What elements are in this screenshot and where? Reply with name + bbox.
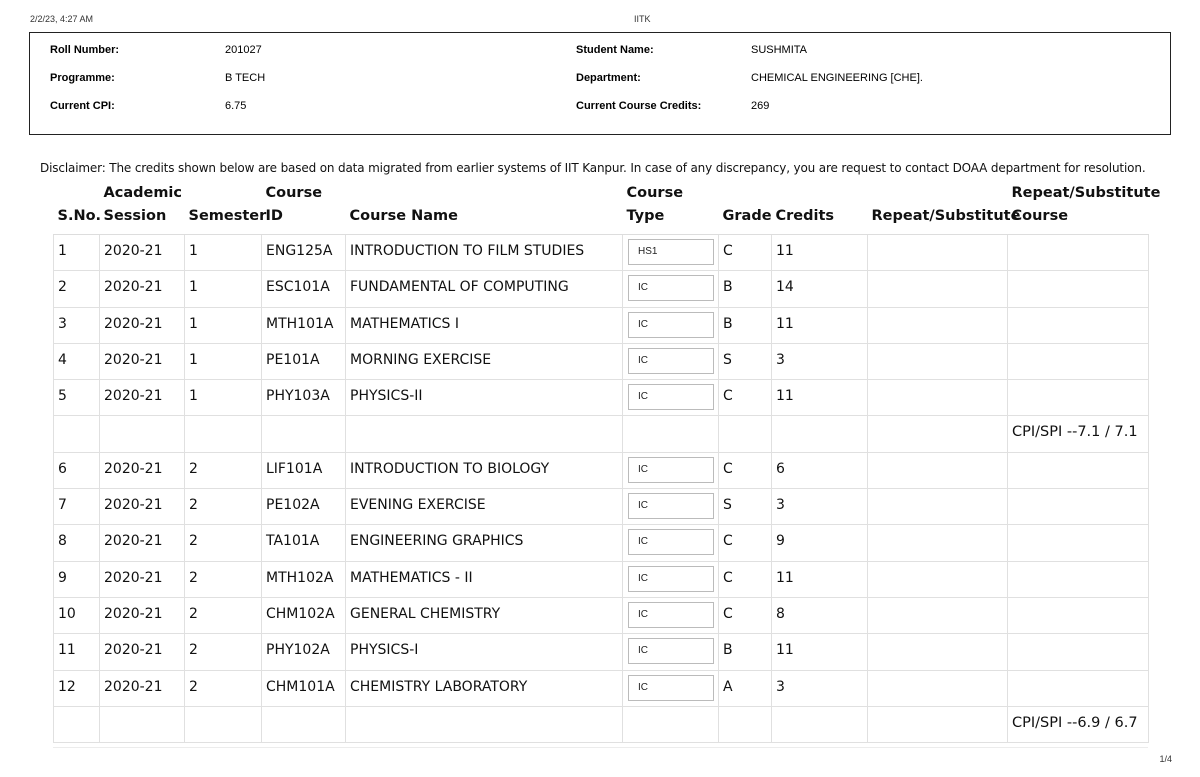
programme-value: B TECH — [225, 72, 266, 84]
course-type-cell — [623, 634, 719, 670]
cell-grade: S — [719, 343, 772, 379]
course-type-field: IC — [628, 457, 714, 483]
header-sno: S.No. — [54, 180, 100, 235]
course-type-cell — [623, 235, 719, 271]
cell-repeat-course — [1008, 452, 1149, 488]
grades-table — [53, 180, 1161, 743]
cell-repeat-course — [1008, 343, 1149, 379]
cell-session: 2020-21 — [100, 489, 185, 525]
summary-empty-cell — [54, 706, 100, 742]
cell-course-name: ENGINEERING GRAPHICS — [346, 525, 623, 561]
course-type-field: IC — [628, 675, 714, 701]
cell-grade: S — [719, 489, 772, 525]
course-type-field: IC — [628, 566, 714, 592]
cell-semester: 2 — [185, 561, 262, 597]
header-course-type: Course Type — [623, 180, 719, 235]
cell-repeat-course — [1008, 670, 1149, 706]
cell-sno: 4 — [54, 343, 100, 379]
cell-grade: C — [719, 452, 772, 488]
department-value: CHEMICAL ENGINEERING [CHE]. — [751, 72, 923, 84]
cell-session: 2020-21 — [100, 670, 185, 706]
cell-credits: 3 — [772, 489, 868, 525]
cell-semester: 2 — [185, 452, 262, 488]
table-row — [54, 452, 1149, 488]
cell-sno: 3 — [54, 307, 100, 343]
cell-semester: 1 — [185, 343, 262, 379]
header-repeat-substitute: Repeat/Substitute — [868, 180, 1008, 235]
cell-course-id: LIF101A — [262, 452, 346, 488]
cpi-spi-summary: CPI/SPI --7.1 / 7.1 — [1008, 416, 1149, 452]
table-row — [54, 380, 1149, 416]
table-row — [54, 670, 1149, 706]
student-name-label: Student Name: — [576, 44, 654, 56]
table-row — [54, 525, 1149, 561]
table-row — [54, 634, 1149, 670]
current-credits-label: Current Course Credits: — [576, 100, 702, 112]
cell-course-id: CHM101A — [262, 670, 346, 706]
cell-course-id: MTH102A — [262, 561, 346, 597]
course-type-cell — [623, 307, 719, 343]
table-row — [54, 561, 1149, 597]
cell-sno: 5 — [54, 380, 100, 416]
cell-credits: 11 — [772, 235, 868, 271]
summary-empty-cell — [346, 706, 623, 742]
summary-empty-cell — [185, 416, 262, 452]
course-type-cell — [623, 525, 719, 561]
summary-empty-cell — [868, 706, 1008, 742]
course-type-field: IC — [628, 384, 714, 410]
current-cpi-value: 6.75 — [225, 100, 247, 112]
cell-sno: 11 — [54, 634, 100, 670]
course-type-field: IC — [628, 638, 714, 664]
cell-grade: B — [719, 634, 772, 670]
cell-repeat — [868, 307, 1008, 343]
cell-grade: C — [719, 380, 772, 416]
cell-semester: 2 — [185, 670, 262, 706]
cell-session: 2020-21 — [100, 307, 185, 343]
summary-empty-cell — [346, 416, 623, 452]
cell-session: 2020-21 — [100, 597, 185, 633]
summary-empty-cell — [868, 416, 1008, 452]
cell-course-id: PE102A — [262, 489, 346, 525]
cell-semester: 1 — [185, 380, 262, 416]
cell-repeat-course — [1008, 525, 1149, 561]
cell-credits: 11 — [772, 561, 868, 597]
programme-label: Programme: — [50, 72, 115, 84]
cell-sno: 6 — [54, 452, 100, 488]
header-academic-session: Academic Session — [100, 180, 185, 235]
cell-course-name: MATHEMATICS I — [346, 307, 623, 343]
summary-empty-cell — [623, 706, 719, 742]
cell-credits: 8 — [772, 597, 868, 633]
cell-session: 2020-21 — [100, 235, 185, 271]
cell-course-name: CHEMISTRY LABORATORY — [346, 670, 623, 706]
cell-course-id: PHY103A — [262, 380, 346, 416]
cell-course-name: INTRODUCTION TO BIOLOGY — [346, 452, 623, 488]
cell-repeat — [868, 597, 1008, 633]
cell-credits: 3 — [772, 670, 868, 706]
cell-grade: C — [719, 597, 772, 633]
cell-session: 2020-21 — [100, 452, 185, 488]
table-row — [54, 235, 1149, 271]
cell-repeat — [868, 561, 1008, 597]
table-row — [54, 343, 1149, 379]
roll-number-value: 201027 — [225, 44, 262, 56]
course-type-field: IC — [628, 493, 714, 519]
course-type-cell — [623, 343, 719, 379]
current-credits-value: 269 — [751, 100, 770, 112]
summary-empty-cell — [719, 706, 772, 742]
cell-repeat-course — [1008, 489, 1149, 525]
cell-sno: 8 — [54, 525, 100, 561]
summary-empty-cell — [772, 416, 868, 452]
cell-repeat — [868, 489, 1008, 525]
cell-credits: 11 — [772, 634, 868, 670]
semester-summary-row — [54, 416, 1149, 452]
table-row — [54, 307, 1149, 343]
cell-sno: 12 — [54, 670, 100, 706]
cell-course-id: ENG125A — [262, 235, 346, 271]
cell-course-id: TA101A — [262, 525, 346, 561]
header-semester: Semester — [185, 180, 262, 235]
roll-number-label: Roll Number: — [50, 44, 120, 56]
course-type-cell — [623, 670, 719, 706]
summary-empty-cell — [719, 416, 772, 452]
cell-session: 2020-21 — [100, 525, 185, 561]
cell-repeat-course — [1008, 307, 1149, 343]
cell-semester: 1 — [185, 307, 262, 343]
cell-repeat-course — [1008, 271, 1149, 307]
cell-sno: 7 — [54, 489, 100, 525]
cell-credits: 11 — [772, 307, 868, 343]
header-course-id: Course ID — [262, 180, 346, 235]
table-row — [54, 489, 1149, 525]
cell-grade: B — [719, 271, 772, 307]
course-type-field: IC — [628, 348, 714, 374]
cell-course-id: CHM102A — [262, 597, 346, 633]
summary-empty-cell — [623, 416, 719, 452]
course-type-field: HS1 — [628, 239, 714, 265]
cell-course-id: ESC101A — [262, 271, 346, 307]
summary-empty-cell — [772, 706, 868, 742]
course-type-cell — [623, 452, 719, 488]
course-type-field: IC — [628, 312, 714, 338]
table-row — [54, 597, 1149, 633]
page-bottom-divider — [53, 747, 1148, 748]
cell-course-name: PHYSICS-I — [346, 634, 623, 670]
cell-semester: 1 — [185, 235, 262, 271]
cell-repeat — [868, 452, 1008, 488]
course-type-cell — [623, 489, 719, 525]
student-name-value: SUSHMITA — [751, 44, 808, 56]
current-cpi-label: Current CPI: — [50, 100, 115, 112]
cell-course-name: FUNDAMENTAL OF COMPUTING — [346, 271, 623, 307]
student-info-box — [29, 32, 1171, 135]
cell-course-name: INTRODUCTION TO FILM STUDIES — [346, 235, 623, 271]
cell-repeat — [868, 525, 1008, 561]
table-header-row — [54, 180, 1149, 235]
cell-course-name: MORNING EXERCISE — [346, 343, 623, 379]
cell-grade: C — [719, 525, 772, 561]
cell-repeat — [868, 380, 1008, 416]
cell-course-id: MTH101A — [262, 307, 346, 343]
course-type-field: IC — [628, 275, 714, 301]
cell-sno: 9 — [54, 561, 100, 597]
course-type-cell — [623, 561, 719, 597]
course-type-field: IC — [628, 602, 714, 628]
cell-repeat-course — [1008, 235, 1149, 271]
cell-course-name: GENERAL CHEMISTRY — [346, 597, 623, 633]
cell-repeat-course — [1008, 561, 1149, 597]
header-repeat-substitute-course: Repeat/Substitute Course — [1008, 180, 1149, 235]
header-grade: Grade — [719, 180, 772, 235]
page-number: 1/4 — [1159, 754, 1172, 764]
grades-table-body — [54, 235, 1149, 743]
cell-course-name: MATHEMATICS - II — [346, 561, 623, 597]
cell-course-name: PHYSICS-II — [346, 380, 623, 416]
cell-semester: 2 — [185, 597, 262, 633]
cell-course-id: PHY102A — [262, 634, 346, 670]
summary-empty-cell — [100, 706, 185, 742]
department-label: Department: — [576, 72, 641, 84]
course-type-field: IC — [628, 529, 714, 555]
cell-session: 2020-21 — [100, 343, 185, 379]
header-credits: Credits — [772, 180, 868, 235]
cell-repeat — [868, 670, 1008, 706]
cell-session: 2020-21 — [100, 561, 185, 597]
cell-session: 2020-21 — [100, 634, 185, 670]
cell-repeat-course — [1008, 597, 1149, 633]
table-row — [54, 271, 1149, 307]
cell-repeat — [868, 235, 1008, 271]
cell-credits: 3 — [772, 343, 868, 379]
cell-semester: 2 — [185, 525, 262, 561]
cell-credits: 6 — [772, 452, 868, 488]
course-type-cell — [623, 271, 719, 307]
header-course-name: Course Name — [346, 180, 623, 235]
course-type-cell — [623, 597, 719, 633]
cell-repeat-course — [1008, 634, 1149, 670]
cell-credits: 9 — [772, 525, 868, 561]
cell-sno: 1 — [54, 235, 100, 271]
cell-session: 2020-21 — [100, 380, 185, 416]
course-type-cell — [623, 380, 719, 416]
cell-session: 2020-21 — [100, 271, 185, 307]
summary-empty-cell — [185, 706, 262, 742]
summary-empty-cell — [262, 416, 346, 452]
semester-summary-row — [54, 706, 1149, 742]
print-date: 2/2/23, 4:27 AM — [30, 14, 94, 24]
cell-grade: C — [719, 561, 772, 597]
cell-sno: 2 — [54, 271, 100, 307]
cell-course-id: PE101A — [262, 343, 346, 379]
cell-grade: B — [719, 307, 772, 343]
cell-repeat — [868, 634, 1008, 670]
cell-sno: 10 — [54, 597, 100, 633]
cell-semester: 2 — [185, 489, 262, 525]
cell-semester: 1 — [185, 271, 262, 307]
cell-semester: 2 — [185, 634, 262, 670]
cell-credits: 11 — [772, 380, 868, 416]
cell-repeat-course — [1008, 380, 1149, 416]
cell-credits: 14 — [772, 271, 868, 307]
cell-grade: C — [719, 235, 772, 271]
summary-empty-cell — [100, 416, 185, 452]
summary-empty-cell — [262, 706, 346, 742]
cell-grade: A — [719, 670, 772, 706]
summary-empty-cell — [54, 416, 100, 452]
cell-course-name: EVENING EXERCISE — [346, 489, 623, 525]
cpi-spi-summary: CPI/SPI --6.9 / 6.7 — [1008, 706, 1149, 742]
print-title: IITK — [634, 14, 651, 24]
cell-repeat — [868, 343, 1008, 379]
cell-repeat — [868, 271, 1008, 307]
disclaimer: Disclaimer: The credits shown below are based on data migrated from earlier systems of IIT Kanpur. In case of any discrepancy, you are request to contact DOAA department for resolution. — [40, 161, 1146, 175]
